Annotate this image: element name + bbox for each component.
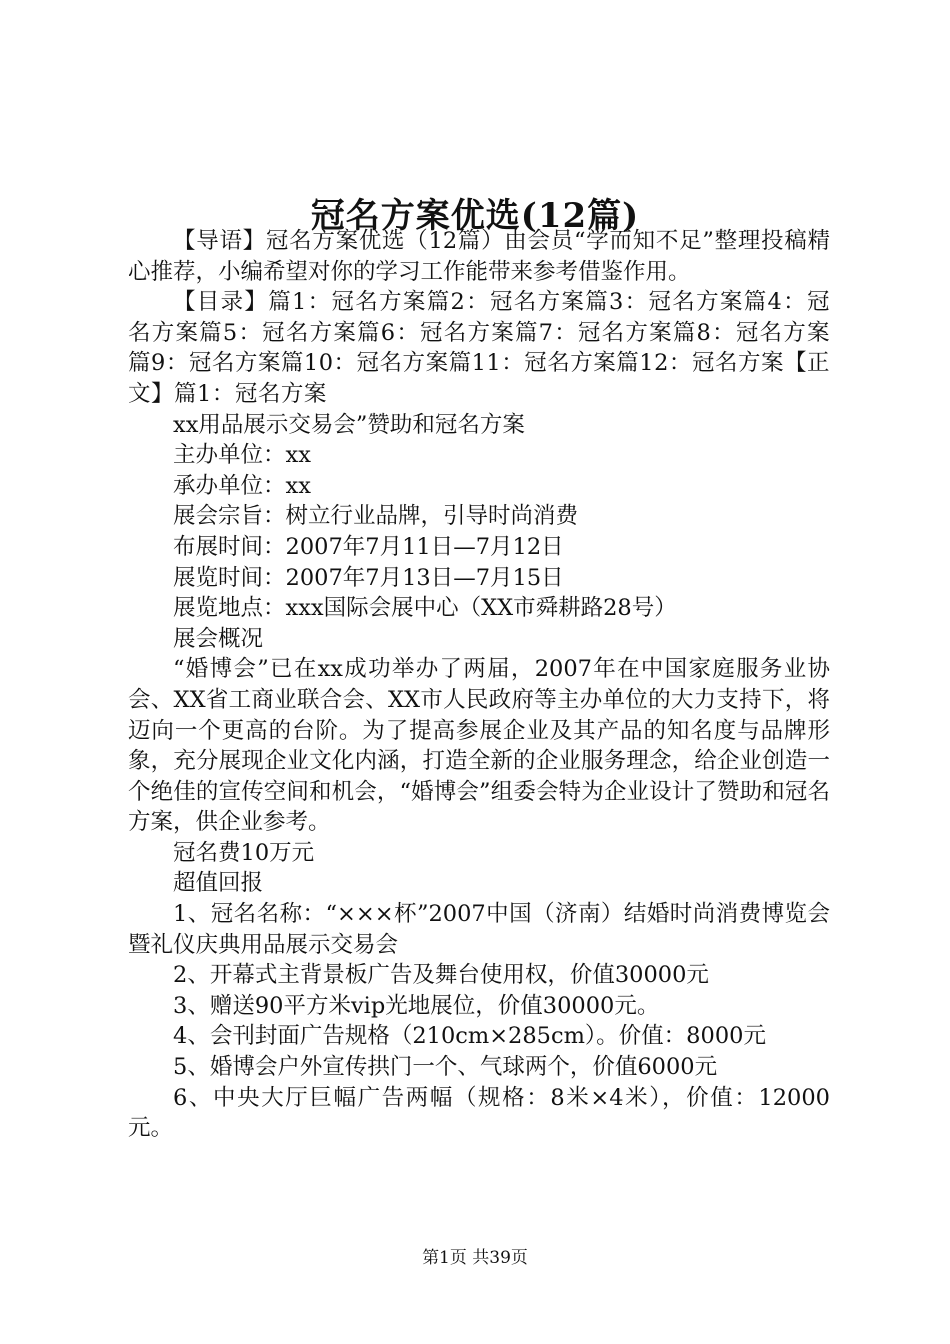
co-organizer-line: 承办单位：xx	[173, 472, 311, 499]
document-body	[128, 226, 830, 1144]
reward-item: 5、婚博会户外宣传拱门一个、气球两个，价值6000元	[173, 1054, 718, 1081]
toc-paragraph: 【目录】篇1：冠名方案篇2：冠名方案篇3：冠名方案篇4：冠名方案篇5：冠名方案篇6：冠名方案篇7：冠名方案篇8：冠名方案篇9：冠名方案篇10：冠名方案篇11：冠名方案篇12：冠名方案【正文】篇1：冠名方案	[128, 289, 830, 407]
overview-paragraph: “婚博会”已在xx成功举办了两届，2007年在中国家庭服务业协会、XX省工商业联合会、XX市人民政府等主办单位的大力支持下，将迈向一个更高的台阶。为了提高参展企业及其产品的知名度与品牌形象，充分展现企业文化内涵，打造全新的企业服务理念，给企业创造一个绝佳的宣传空间和机会，“婚博会”组委会特为企业设计了赞助和冠名方案，供企业参考。	[128, 656, 830, 836]
page-number-footer: 第1页 共39页	[422, 1248, 528, 1268]
naming-fee-line: 冠名费10万元	[173, 839, 315, 866]
setup-time-line: 布展时间：2007年7月11日—7月12日	[173, 533, 564, 560]
intro-paragraph: 【导语】冠名方案优选（12篇）由会员“学而知不足”整理投稿精心推荐，小编希望对你的学习工作能带来参考借鉴作用。	[128, 228, 830, 285]
overview-heading: 展会概况	[173, 625, 264, 652]
venue-line: 展览地点：xxx国际会展中心（XX市舜耕路28号）	[173, 595, 677, 622]
plan-heading: xx用品展示交易会”赞助和冠名方案	[173, 411, 525, 438]
reward-item: 1、冠名名称：“×××杯”2007中国（济南）结婚时尚消费博览会暨礼仪庆典用品展示交易会	[128, 901, 830, 958]
organizer-line: 主办单位：xx	[173, 442, 311, 469]
document-title: 冠名方案优选(12篇)	[310, 196, 640, 236]
purpose-line: 展会宗旨：树立行业品牌，引导时尚消费	[173, 503, 579, 530]
reward-item: 3、赠送90平方米vip光地展位，价值30000元。	[173, 992, 660, 1019]
reward-item: 4、会刊封面广告规格（210cm×285cm）。价值：8000元	[173, 1023, 766, 1050]
exhibition-time-line: 展览时间：2007年7月13日—7月15日	[173, 564, 564, 591]
rewards-heading: 超值回报	[173, 870, 264, 897]
reward-item: 6、中央大厅巨幅广告两幅（规格：8米×4米），价值：12000元。	[128, 1084, 830, 1142]
reward-item: 2、开幕式主背景板广告及舞台使用权，价值30000元	[173, 962, 709, 989]
